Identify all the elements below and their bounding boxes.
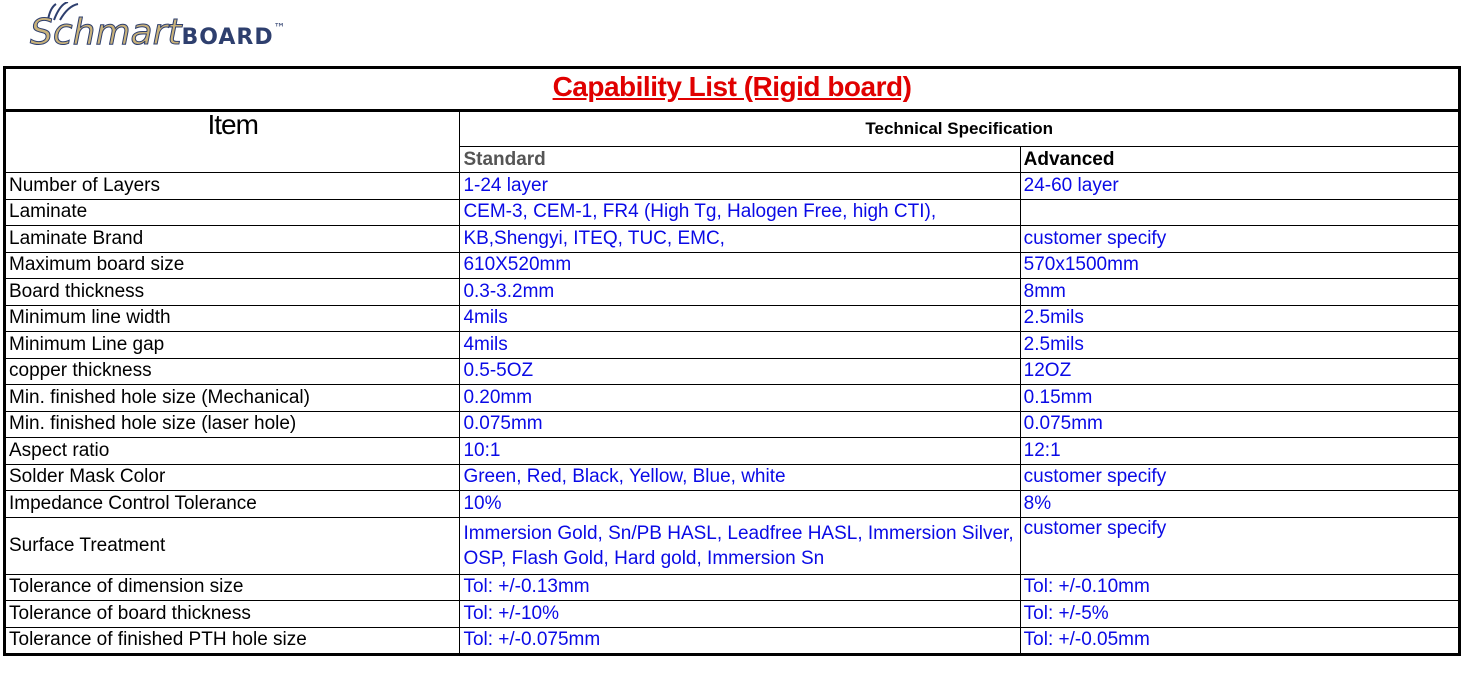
table-row	[5, 601, 1460, 628]
cell-item: Tolerance of board thickness	[5, 601, 460, 628]
cell-item: Min. finished hole size (Mechanical)	[5, 385, 460, 412]
cell-item: Aspect ratio	[5, 438, 460, 465]
cell-advanced: Tol: +/-0.05mm	[1020, 627, 1459, 655]
cell-advanced: Tol: +/-5%	[1020, 601, 1459, 628]
cell-item: Solder Mask Color	[5, 464, 460, 491]
cell-item: Minimum Line gap	[5, 332, 460, 359]
cell-item: Surface Treatment	[5, 517, 460, 574]
header-technical-specification: Technical Specification	[460, 111, 1460, 147]
cell-standard: Immersion Gold, Sn/PB HASL, Leadfree HASL, Immersion Silver, OSP, Flash Gold, Hard gold, Immersion Sn	[460, 517, 1020, 574]
table-row	[5, 173, 1460, 200]
cell-item: Tolerance of finished PTH hole size	[5, 627, 460, 655]
table-row	[5, 385, 1460, 412]
header-advanced: Advanced	[1020, 147, 1459, 173]
cell-standard: Tol: +/-0.075mm	[460, 627, 1020, 655]
cell-item: copper thickness	[5, 358, 460, 385]
table-row	[5, 491, 1460, 518]
table-row	[5, 574, 1460, 601]
table-row	[5, 464, 1460, 491]
cell-advanced: customer specify	[1020, 464, 1459, 491]
table-header-row	[5, 111, 1460, 147]
logo-brand-part1: Schmart	[30, 12, 182, 53]
cell-item: Tolerance of dimension size	[5, 574, 460, 601]
cell-standard: KB,Shengyi, ITEQ, TUC, EMC,	[460, 226, 1020, 253]
capability-table	[3, 66, 1461, 656]
cell-advanced: 12OZ	[1020, 358, 1459, 385]
cell-advanced: 2.5mils	[1020, 305, 1459, 332]
cell-standard: 0.20mm	[460, 385, 1020, 412]
cell-item: Impedance Control Tolerance	[5, 491, 460, 518]
cell-advanced: 0.15mm	[1020, 385, 1459, 412]
cell-standard: Green, Red, Black, Yellow, Blue, white	[460, 464, 1020, 491]
cell-item: Number of Layers	[5, 173, 460, 200]
cell-standard: 1-24 layer	[460, 173, 1020, 200]
cell-standard: 0.5-5OZ	[460, 358, 1020, 385]
header-item: Item	[5, 111, 460, 173]
table-row	[5, 517, 1460, 574]
table-row	[5, 438, 1460, 465]
cell-advanced: customer specify	[1020, 517, 1459, 574]
schmartboard-logo	[30, 2, 330, 58]
cell-standard: Tol: +/-0.13mm	[460, 574, 1020, 601]
table-title-row	[5, 68, 1460, 111]
cell-item: Maximum board size	[5, 252, 460, 279]
cell-standard: CEM-3, CEM-1, FR4 (High Tg, Halogen Free, high CTI),	[460, 199, 1020, 226]
cell-standard: 0.3-3.2mm	[460, 279, 1020, 306]
cell-item: Min. finished hole size (laser hole)	[5, 411, 460, 438]
table-row	[5, 252, 1460, 279]
cell-standard: 4mils	[460, 305, 1020, 332]
table-row	[5, 358, 1460, 385]
table-title: Capability List (Rigid board)	[552, 71, 912, 102]
logo-wordmark	[30, 12, 286, 53]
table-row	[5, 279, 1460, 306]
logo-trademark: ™	[273, 21, 286, 35]
cell-advanced	[1020, 199, 1459, 226]
cell-standard: 10%	[460, 491, 1020, 518]
cell-advanced: 0.075mm	[1020, 411, 1459, 438]
table-row	[5, 627, 1460, 655]
cell-advanced: Tol: +/-0.10mm	[1020, 574, 1459, 601]
cell-advanced: 8%	[1020, 491, 1459, 518]
cell-advanced: 8mm	[1020, 279, 1459, 306]
cell-item: Minimum line width	[5, 305, 460, 332]
cell-advanced: 24-60 layer	[1020, 173, 1459, 200]
cell-standard: 10:1	[460, 438, 1020, 465]
cell-standard: 610X520mm	[460, 252, 1020, 279]
logo-brand-part2: BOARD	[181, 25, 274, 50]
header-standard: Standard	[460, 147, 1020, 173]
cell-standard: 0.075mm	[460, 411, 1020, 438]
cell-standard: 4mils	[460, 332, 1020, 359]
cell-advanced: customer specify	[1020, 226, 1459, 253]
table-row	[5, 305, 1460, 332]
table-row	[5, 332, 1460, 359]
cell-standard: Tol: +/-10%	[460, 601, 1020, 628]
table-row	[5, 411, 1460, 438]
table-row	[5, 226, 1460, 253]
table-row	[5, 199, 1460, 226]
cell-advanced: 570x1500mm	[1020, 252, 1459, 279]
cell-item: Board thickness	[5, 279, 460, 306]
capability-table-wrapper	[3, 66, 1461, 656]
cell-advanced: 12:1	[1020, 438, 1459, 465]
cell-advanced: 2.5mils	[1020, 332, 1459, 359]
cell-item: Laminate Brand	[5, 226, 460, 253]
cell-item: Laminate	[5, 199, 460, 226]
